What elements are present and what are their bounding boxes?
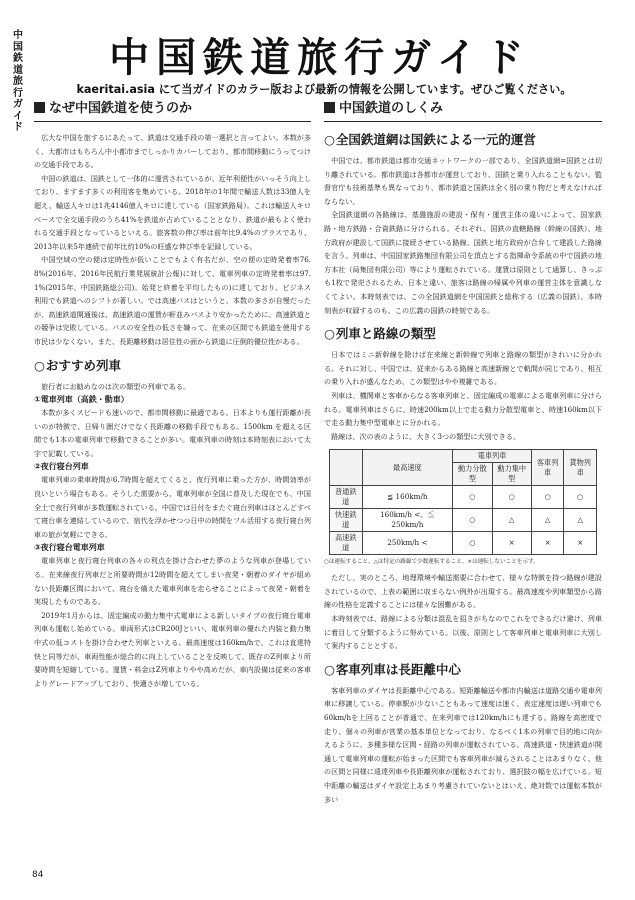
table-corner <box>330 450 363 486</box>
side-title-char: 旅 <box>13 76 23 87</box>
table-cell: × <box>531 532 564 555</box>
table-cell: 普通鉄道 <box>330 486 363 509</box>
paragraph: 旅行者にお勧めなのは次の類型の列車である。 <box>41 381 191 391</box>
table-cell: △ <box>492 509 531 532</box>
paragraph: ただし、実のところ、地理環境や輸送需要に合わせて、様々な特徴を持つ路線が建設されているので、上表の範囲に収まらない例外が出現する。最高速度や列車類型から路線の性格を定義することには様々な困難がある。 <box>324 573 602 610</box>
side-title <box>12 30 24 134</box>
side-title-char: 行 <box>13 87 23 99</box>
side-title-char: 鉄 <box>13 53 23 64</box>
table-cell: 160km/h <、≦ 250km/h <box>362 509 453 532</box>
page-subtitle: kaeritai.asia にて当ガイドのカラー版および最新の情報を公開しています。ぜひご覧ください。 <box>76 83 572 96</box>
table-cell: × <box>492 532 531 555</box>
item-heading: ②夜行寝台列車 <box>34 462 89 472</box>
subsection-heading-text: 客車列車は長距離中心 <box>335 661 461 677</box>
table-cell: ○ <box>453 509 492 532</box>
paragraph: 電車列車の乗車時間が6.7時間を超えてくると、夜行列車に乗った方が、時間効率が良いという場合もある。そうした需要から、電車列車が全国に普及した現在でも、中国全土で夜行列車が多数運転されている。中国では日付をまたぐ寝台列車はほとんどすべて寝台車を連結しているので、宿代を浮かせつつ日中の時間をフル活用する夜行寝台列車の旅が気軽にできる。 <box>34 475 311 539</box>
paragraph: 客車列車のダイヤは長距離中心である。短距離輸送や都市内輸送は道路交通や電車列車に移譲している。停車駅が少ないこともあって速度は速く、表定速度は遅い列車でも60km/hを上回ることが普通で、在来列車では120km/hにも達する。路線を高密度で走り、個々の列車が営業の基本単位となっており、なるべく1本の列車で目的地に向かえるように、多種多様な区間・経路の列車が運転されている。高速鉄道・快速鉄道が開通して電車列車の運転が始まった区間でも客車列車が減らされることはあまりなく、他の区間と同様に遠達列車や長距離列車が運転されており、選択肢の幅を広げている。短中距離の輸送はダイヤ設定上あまり考慮されていないとはいえ、絶対数では運転本数が多い <box>324 685 602 804</box>
section-heading-system <box>324 100 602 122</box>
table-cell: × <box>564 532 597 555</box>
item-heading: ①電車列車（高鉄・動車） <box>34 395 129 405</box>
section-heading-text: 中国鉄道のしくみ <box>339 101 444 116</box>
table-header: 動力分散型 <box>453 463 492 486</box>
table-cell: △ <box>531 509 564 532</box>
table-cell: 快速鉄道 <box>330 509 363 532</box>
table-header: 最高速度 <box>362 450 453 486</box>
table-cell: ○ <box>453 532 492 555</box>
subsection-heading-recommend <box>34 357 311 374</box>
paragraph: 2019年1月からは、固定編成の動力集中式電車による新しいタイプの夜行寝台電車列車も運転し始めている。車両形式はCR200Jといい、電車列車の優れた内装と動力集中式の低コストを掛け合わせた列車といえる。最高速度は160km/hで、これは直達特快と同等だが、車両性能が総合的に向上していることを反映して、既存のZ列車より所要時間を短縮している。運賃・料金はZ列車よりやや高めだが、車内設備は従来の客車よりグレードアップしており、快適さが増している。 <box>34 610 311 688</box>
paragraph: 路線は、次の表のように、大きく3つの類型に大別できる。 <box>331 431 521 441</box>
circle-bullet-icon: ○ <box>324 326 335 342</box>
subsection-heading-text: おすすめ列車 <box>45 357 122 373</box>
subsection-heading-text: 全国鉄道網は国鉄による一元的運営 <box>335 132 536 147</box>
square-bullet-icon <box>34 102 45 113</box>
subsection-heading-passenger <box>324 661 602 678</box>
table-cell: 250km/h < <box>362 532 453 555</box>
side-title-char: ド <box>13 122 23 133</box>
paragraph: 本数が多くスピードも速いので、都市間移動に最適である。日本よりも運行距離が長いのが特徴で、日帰り圏だけでなく長距離の移動手段でもある。1500km を超える区間でも1本の電車列車で移動できることが多い。電車列車の時刻は本時刻表において太字で記載している。 <box>34 408 311 458</box>
paragraph: 全国鉄道網の各路線は、基盤施設の建設・保有・運営主体の違いによって、国家鉄路・地方鉄路・合資鉄路に分けられる。それぞれ、国鉄の直轄路線（幹線の国鉄）、地方政府が建設して国鉄に接続させている路線、国鉄と地方政府が合弁して建設した路線を言う。列車は、中国国家鉄路集団有限公司を頂点とする指揮命令系統の中で国鉄の地方本社（局集団有限公司）等により運転されている。運賃は原則として通算し、きっぷも1枚で発売されるため、日本と違い、旅客は路線の帰属や列車の運営主体を意識しなくてよい。本時刻表では、この全国鉄道網を中国国鉄と総称する（広義の国鉄）。本時刻表が収録するのも、この広義の国鉄の時刻である。 <box>324 210 602 315</box>
table-row <box>330 532 597 555</box>
paragraph: 列車は、機関車と客車からなる客車列車と、固定編成の電車による電車列車に分けられる。電車列車はさらに、時速200km以上で走る動力分散型電車と、時速160km以下で走る動力集中型電車とに分かれる。 <box>324 390 602 428</box>
subsection-heading-network <box>324 131 602 148</box>
table-cell: ○ <box>453 486 492 509</box>
side-title-char: 国 <box>13 41 23 53</box>
paragraph: 中国空域の空の便は定時性が低いことでもよく有名だが、空の便の定時発着率76.8%(2016年。2016年民航行業発展統計公報)に対して、電車列車の定時発着率は97.1%(2015年。中国鉄路総公司)。始発と終着を平均したもの)に達しており、ビジネス利用でも鉄道へのシフトが著しい。では高速バスはというと、本数の多さが自慢だったが、高速鉄道開通後は、高速鉄道の運賃が軒並みバスより安かったために、高速鉄道との競争は完敗している。バスの安全性の低さを嫌って、在来の区間でも鉄道を使用する市民は少なくない。また、長距離移動は居住性の面から鉄道に圧倒的優位性がある。 <box>34 255 311 346</box>
section-heading-text: なぜ中国鉄道を使うのか <box>49 101 193 116</box>
left-column <box>34 100 311 690</box>
paragraph: 中国の鉄道は、国鉄として一体的に運営されているが、近年利便性がいっそう向上しており、ますます多くの利用客を集めている。2018年の1年間で輸送人数は33億人を超え、輸送人キロは1兆4146億人キロに達している（国家鉄路局）。これは輸送人キロベースで全交通手段のうち41%を鉄道が占めていることとなり、鉄道が最もよく使われる交通手段となっているといえる。旅客数の伸び率は前年比9.4%のプラスであり、2013年以来5年連続で前年比約10%の旺盛な伸び率を記録している。 <box>34 173 311 251</box>
circle-bullet-icon: ○ <box>34 357 45 373</box>
page-title: 中国鉄道旅行ガイド <box>109 35 531 81</box>
paragraph: 広大な中国を旅するにあたって、鉄道は交通手段の第一選択と言ってよい。本数が多く、大都市はもちろん中小都市までしっかりカバーしており、都市間移動にうってつけの交通手段である。 <box>34 133 311 170</box>
item-heading: ③夜行寝台電車列車 <box>34 543 105 553</box>
paragraph: 電車列車と夜行寝台列車の各々の利点を掛け合わせた夢のような列車が登場している。在来線夜行列車だと所要時間が12時間を超えてしまい夜発・朝着のダイヤが組めない長距離区間において、寝台を備えた電車列車を走らせることによって夜発・朝着を実現したものである。 <box>34 556 311 607</box>
section-heading-why <box>34 100 311 122</box>
side-title-char: イ <box>13 110 23 122</box>
table-row <box>330 509 597 532</box>
table-cell: ≦ 160km/h <box>362 486 453 509</box>
paragraph: 日本ではミニ新幹線を除けば在来線と新幹線で列車と路線の類型がきれいに分かれる。それに対し、中国では、従来からある路線と高速新線とで軌間が同じであり、相互の乗り入れが盛んなため、この類型はやや複雑である。 <box>324 350 602 387</box>
page-number: 84 <box>32 870 44 880</box>
table-note: ○は運転すること、△は特定の路線で少数運転すること、×は運転しないことを示す。 <box>324 559 539 566</box>
line-type-table <box>329 449 597 555</box>
paragraph: 本時刻表では、路線による分類は混乱を招きがちなのでこれをできるだけ避け、列車に着目して分類するように努めている。以後、原則として客車列車と電車列車に大別して案内することとする。 <box>324 614 602 651</box>
subsection-heading-types <box>324 325 602 342</box>
table-header: 動力集中型 <box>492 463 531 486</box>
table-header: 貨物列車 <box>564 450 597 486</box>
subsection-heading-text: 列車と路線の類型 <box>335 326 436 342</box>
table-cell: 高速鉄道 <box>330 532 363 555</box>
table-cell: ○ <box>531 486 564 509</box>
square-bullet-icon <box>324 102 335 113</box>
table-cell: ○ <box>492 486 531 509</box>
table-cell: △ <box>564 509 597 532</box>
circle-bullet-icon: ○ <box>324 661 335 677</box>
paragraph: 中国では、都市鉄道は都市交通ネットワークの一部であり、全国鉄道網=国鉄とは切り離されている。都市鉄道は各都市が運営しており、国鉄と乗り入れることもない。監督官庁も技術基準も異なっており、都市鉄道と国鉄は全く別の乗り物だと考えなければならない。 <box>324 156 602 206</box>
side-title-char: ガ <box>13 99 23 110</box>
table-header: 客車列車 <box>531 450 564 486</box>
side-title-char: 道 <box>13 64 23 76</box>
circle-bullet-icon: ○ <box>324 132 335 147</box>
side-title-char: 中 <box>13 30 23 41</box>
right-column <box>324 100 602 806</box>
table-header: 電車列車 <box>453 450 532 463</box>
table-row <box>330 486 597 509</box>
table-cell: ○ <box>564 486 597 509</box>
